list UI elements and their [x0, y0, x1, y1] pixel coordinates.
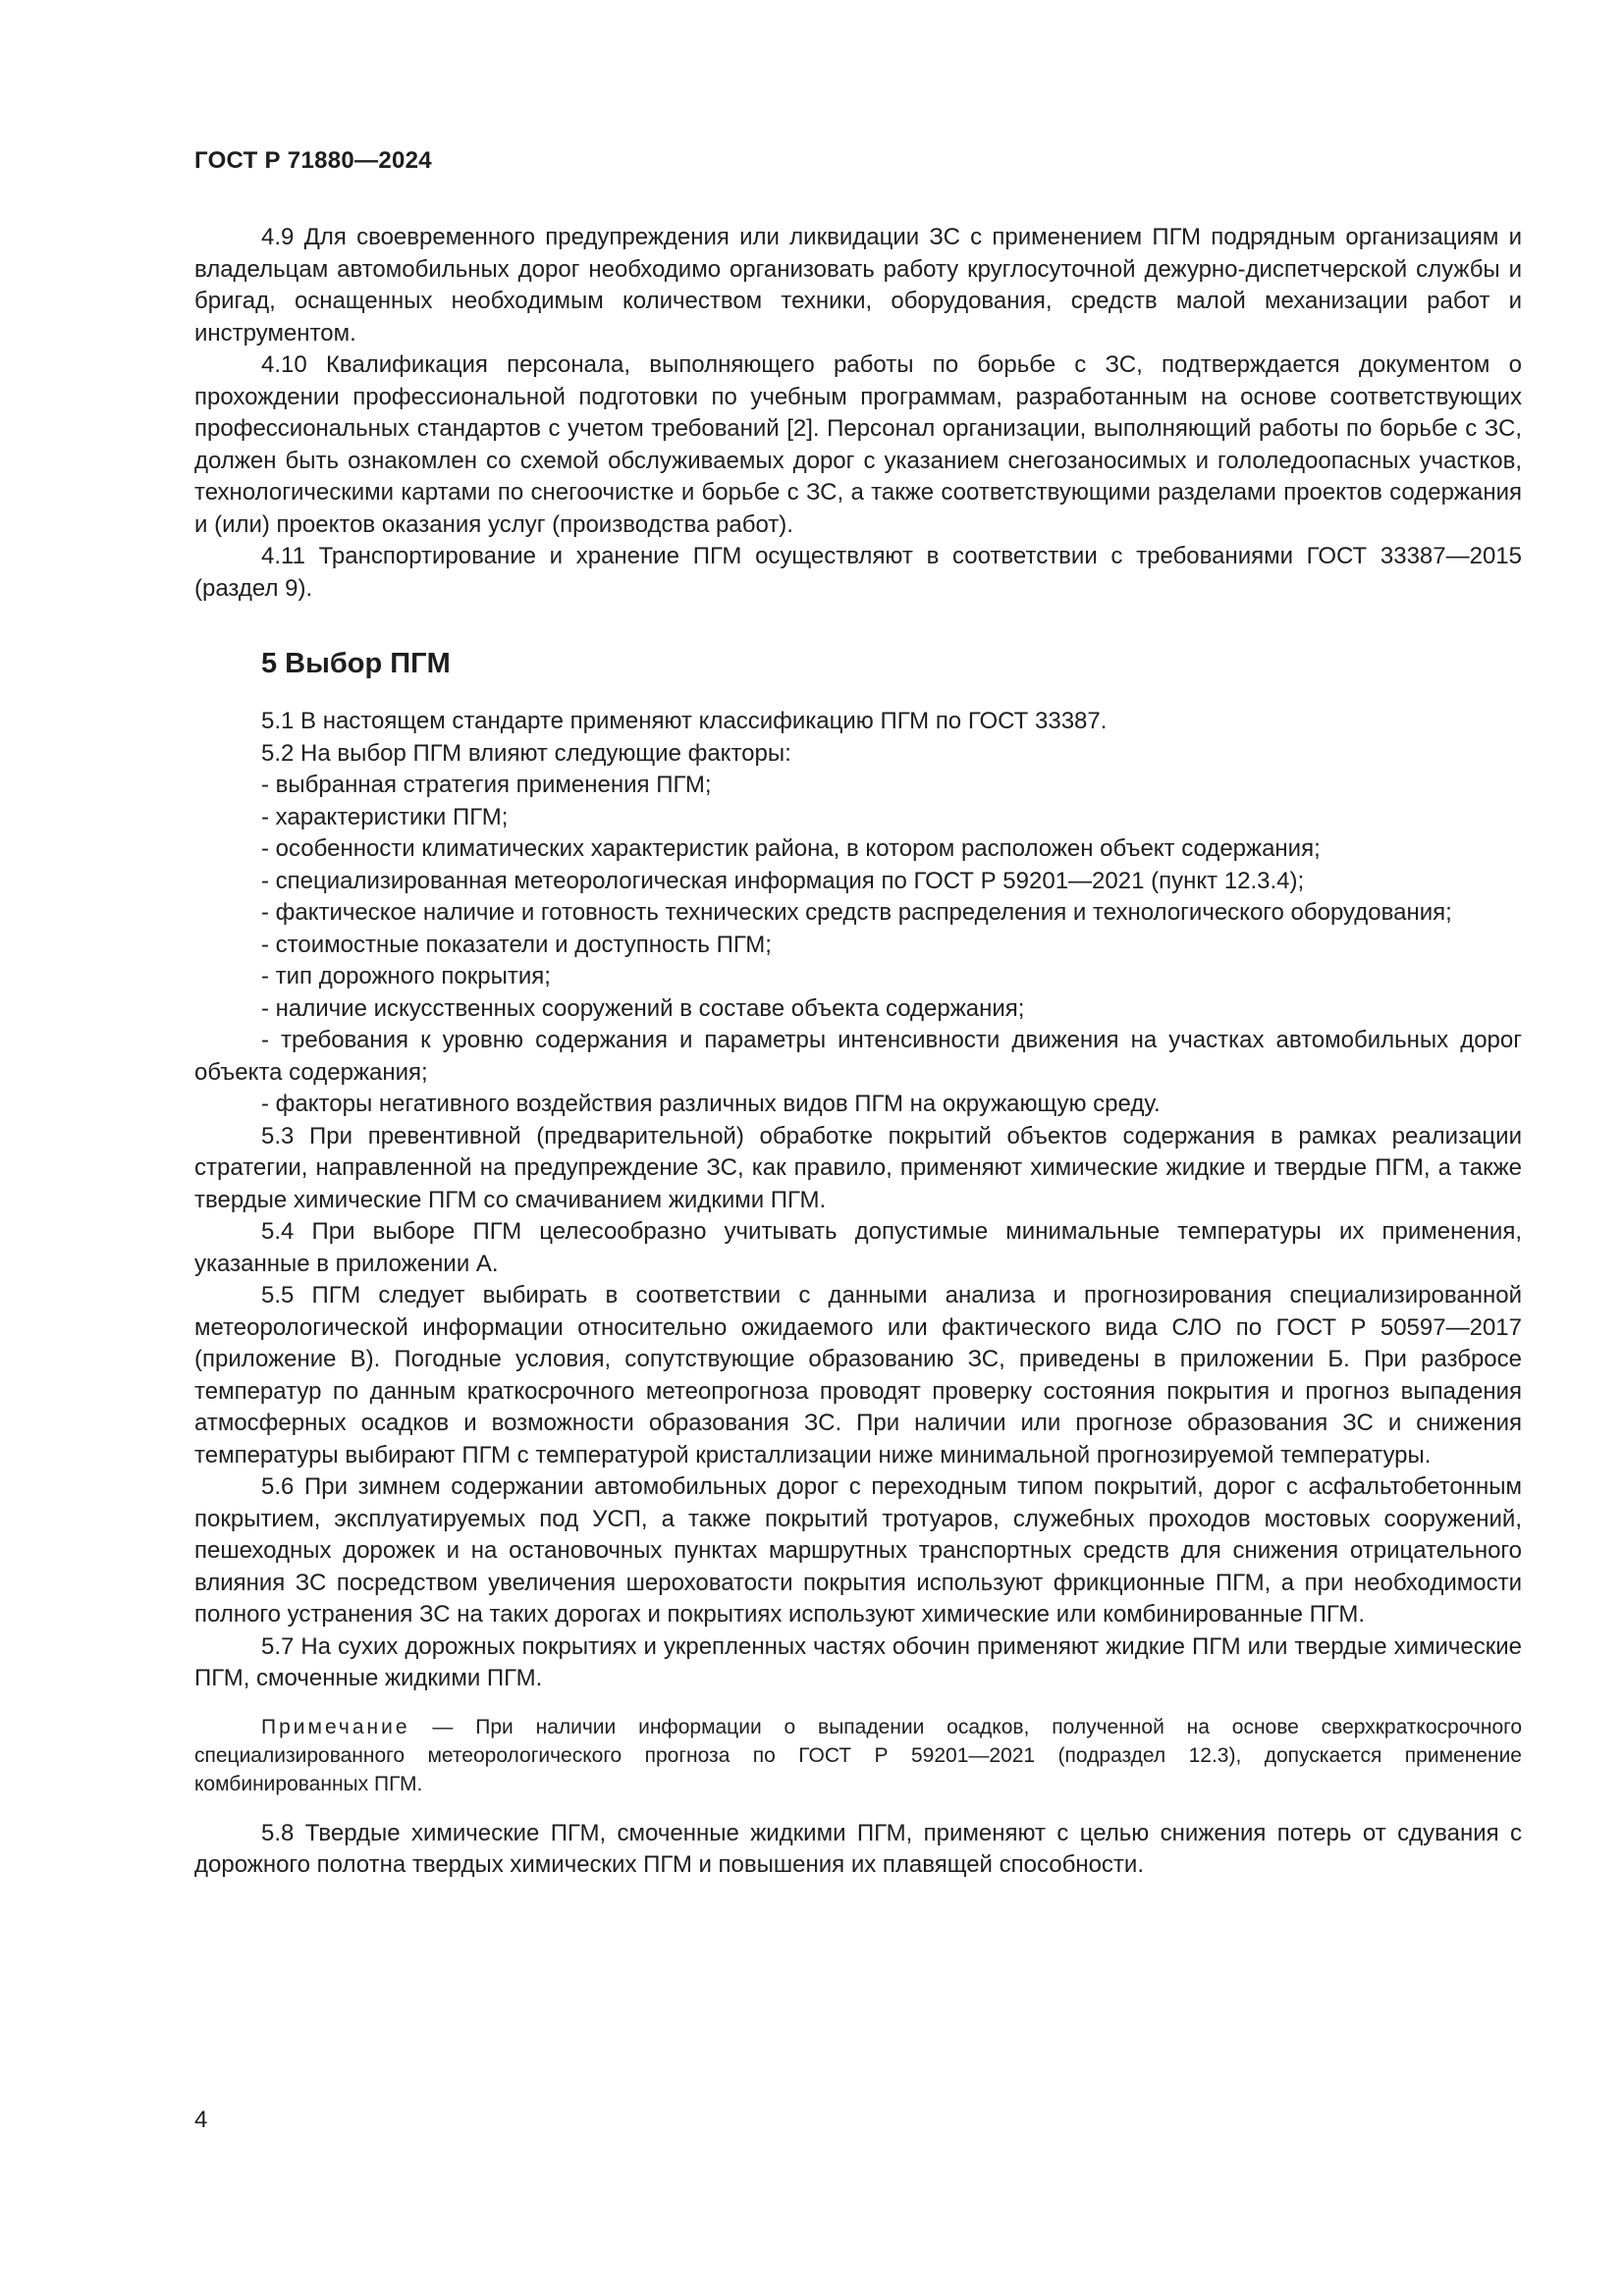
factor-item: - тип дорожного покрытия;: [261, 963, 551, 989]
paragraph-5-7: 5.7 На сухих дорожных покрытиях и укрепленных частях обочин применяют жидкие ПГМ или твердые химические ПГМ, смоченные жидкими ПГМ.: [194, 1632, 1522, 1691]
note-label: Примечание: [261, 1715, 410, 1738]
paragraph-4-10: 4.10 Квалификация персонала, выполняющего работы по борьбе с ЗС, подтверждается документом о прохождении профессиональной подготовки по учебным программам, разработанным на основе соответствующих профессиональных стандартов с учетом требований [2]. Персонал организации, выполняющий работы по борьбе с ЗС, должен быть ознакомлен со схемой обслуживаемых дорог с указанием снегозаносимых и гололедоопасных участков, технологическими картами по снегоочистке и борьбе с ЗС, а также соответствующими разделами проектов содержания и (или) проектов оказания услуг (производства работ).: [194, 351, 1522, 538]
paragraph-5-4: 5.4 При выборе ПГМ целесообразно учитывать допустимые минимальные температуры их применения, указанные в приложении А.: [194, 1218, 1522, 1277]
document-header: ГОСТ Р 71880—2024: [194, 147, 432, 174]
factor-item: - требования к уровню содержания и параметры интенсивности движения на участках автомобильных дорог объекта содержания;: [194, 1027, 1522, 1086]
paragraph-5-3: 5.3 При превентивной (предварительной) обработке покрытий объектов содержания в рамках реализации стратегии, направленной на предупреждение ЗС, как правило, применяют химические жидкие и твердые ПГМ, а также твердые химические ПГМ со смачиванием жидкими ПГМ.: [194, 1122, 1522, 1213]
paragraph-4-11: 4.11 Транспортирование и хранение ПГМ осуществляют в соответствии с требованиями ГОСТ 33387—2015 (раздел 9).: [194, 543, 1522, 602]
factor-item: - особенности климатических характеристик района, в котором расположен объект содержания;: [261, 835, 1321, 862]
paragraph-5-1: 5.1 В настоящем стандарте применяют классификацию ПГМ по ГОСТ 33387.: [261, 708, 1108, 734]
factor-item: - выбранная стратегия применения ПГМ;: [261, 772, 712, 798]
factor-item: - характеристики ПГМ;: [261, 803, 509, 830]
paragraph-5-2: 5.2 На выбор ПГМ влияют следующие факторы:: [261, 739, 791, 767]
note: [194, 1713, 1522, 1798]
factor-item: - наличие искусственных сооружений в составе объекта содержания;: [261, 994, 1025, 1022]
document-page: [194, 147, 1522, 1882]
paragraph-5-6: 5.6 При зимнем содержании автомобильных дорог с переходным типом покрытий, дорог с асфальтобетонным покрытием, эксплуатируемых под УСП, а также покрытий тротуаров, служебных проходов мостовых сооружений, пешеходных дорожек и на остановочных пунктах маршрутных транспортных средств для снижения отрицательного влияния ЗС посредством увеличения шероховатости покрытия используют фрикционные ПГМ, а при необходимости полного устранения ЗС на таких дорогах и покрытиях используют химические или комбинированные ПГМ.: [194, 1473, 1522, 1628]
paragraph-5-8: 5.8 Твердые химические ПГМ, смоченные жидкими ПГМ, применяют с целью снижения потерь от сдувания с дорожного полотна твердых химических ПГМ и повышения их плавящей способности.: [194, 1819, 1522, 1878]
paragraph-5-5: 5.5 ПГМ следует выбирать в соответствии с данными анализа и прогнозирования специализированной метеорологической информации относительно ожидаемого или фактического вида СЛО по ГОСТ Р 50597—2017 (приложение В). Погодные условия, сопутствующие образованию ЗС, приведены в приложении Б. При разбросе температур по данным краткосрочного метеопрогноза проводят проверку состояния покрытия и прогноз выпадения атмосферных осадков и возможности образования ЗС. При наличии или прогнозе образования ЗС и снижения температуры выбирают ПГМ с температурой кристаллизации ниже минимальной прогнозируемой температуры.: [194, 1282, 1522, 1468]
factor-item: - факторы негативного воздействия различных видов ПГМ на окружающую среду.: [261, 1091, 1161, 1117]
factor-item: - фактическое наличие и готовность технических средств распределения и технологического оборудования;: [261, 899, 1452, 926]
paragraph-4-9: 4.9 Для своевременного предупреждения или ликвидации ЗС с применением ПГМ подрядным организациям и владельцам автомобильных дорог необходимо организовать работу круглосуточной дежурно-диспетчерской службы и бригад, оснащенных необходимым количеством техники, оборудования, средств малой механизации работ и инструментом.: [194, 224, 1522, 347]
factor-item: - специализированная метеорологическая информация по ГОСТ Р 59201—2021 (пункт 12.3.4);: [261, 867, 1305, 894]
page-number: 4: [194, 2107, 208, 2133]
note-text: — При наличии информации о выпадении осадков, полученной на основе сверхкраткосрочного специализированного метеорологического прогноза по ГОСТ Р 59201—2021 (подраздел 12.3), допускается применение комбинированных ПГМ.: [194, 1715, 1522, 1795]
section-5-title: 5 Выбор ПГМ: [261, 648, 451, 679]
factor-item: - стоимостные показатели и доступность ПГМ;: [261, 931, 772, 958]
